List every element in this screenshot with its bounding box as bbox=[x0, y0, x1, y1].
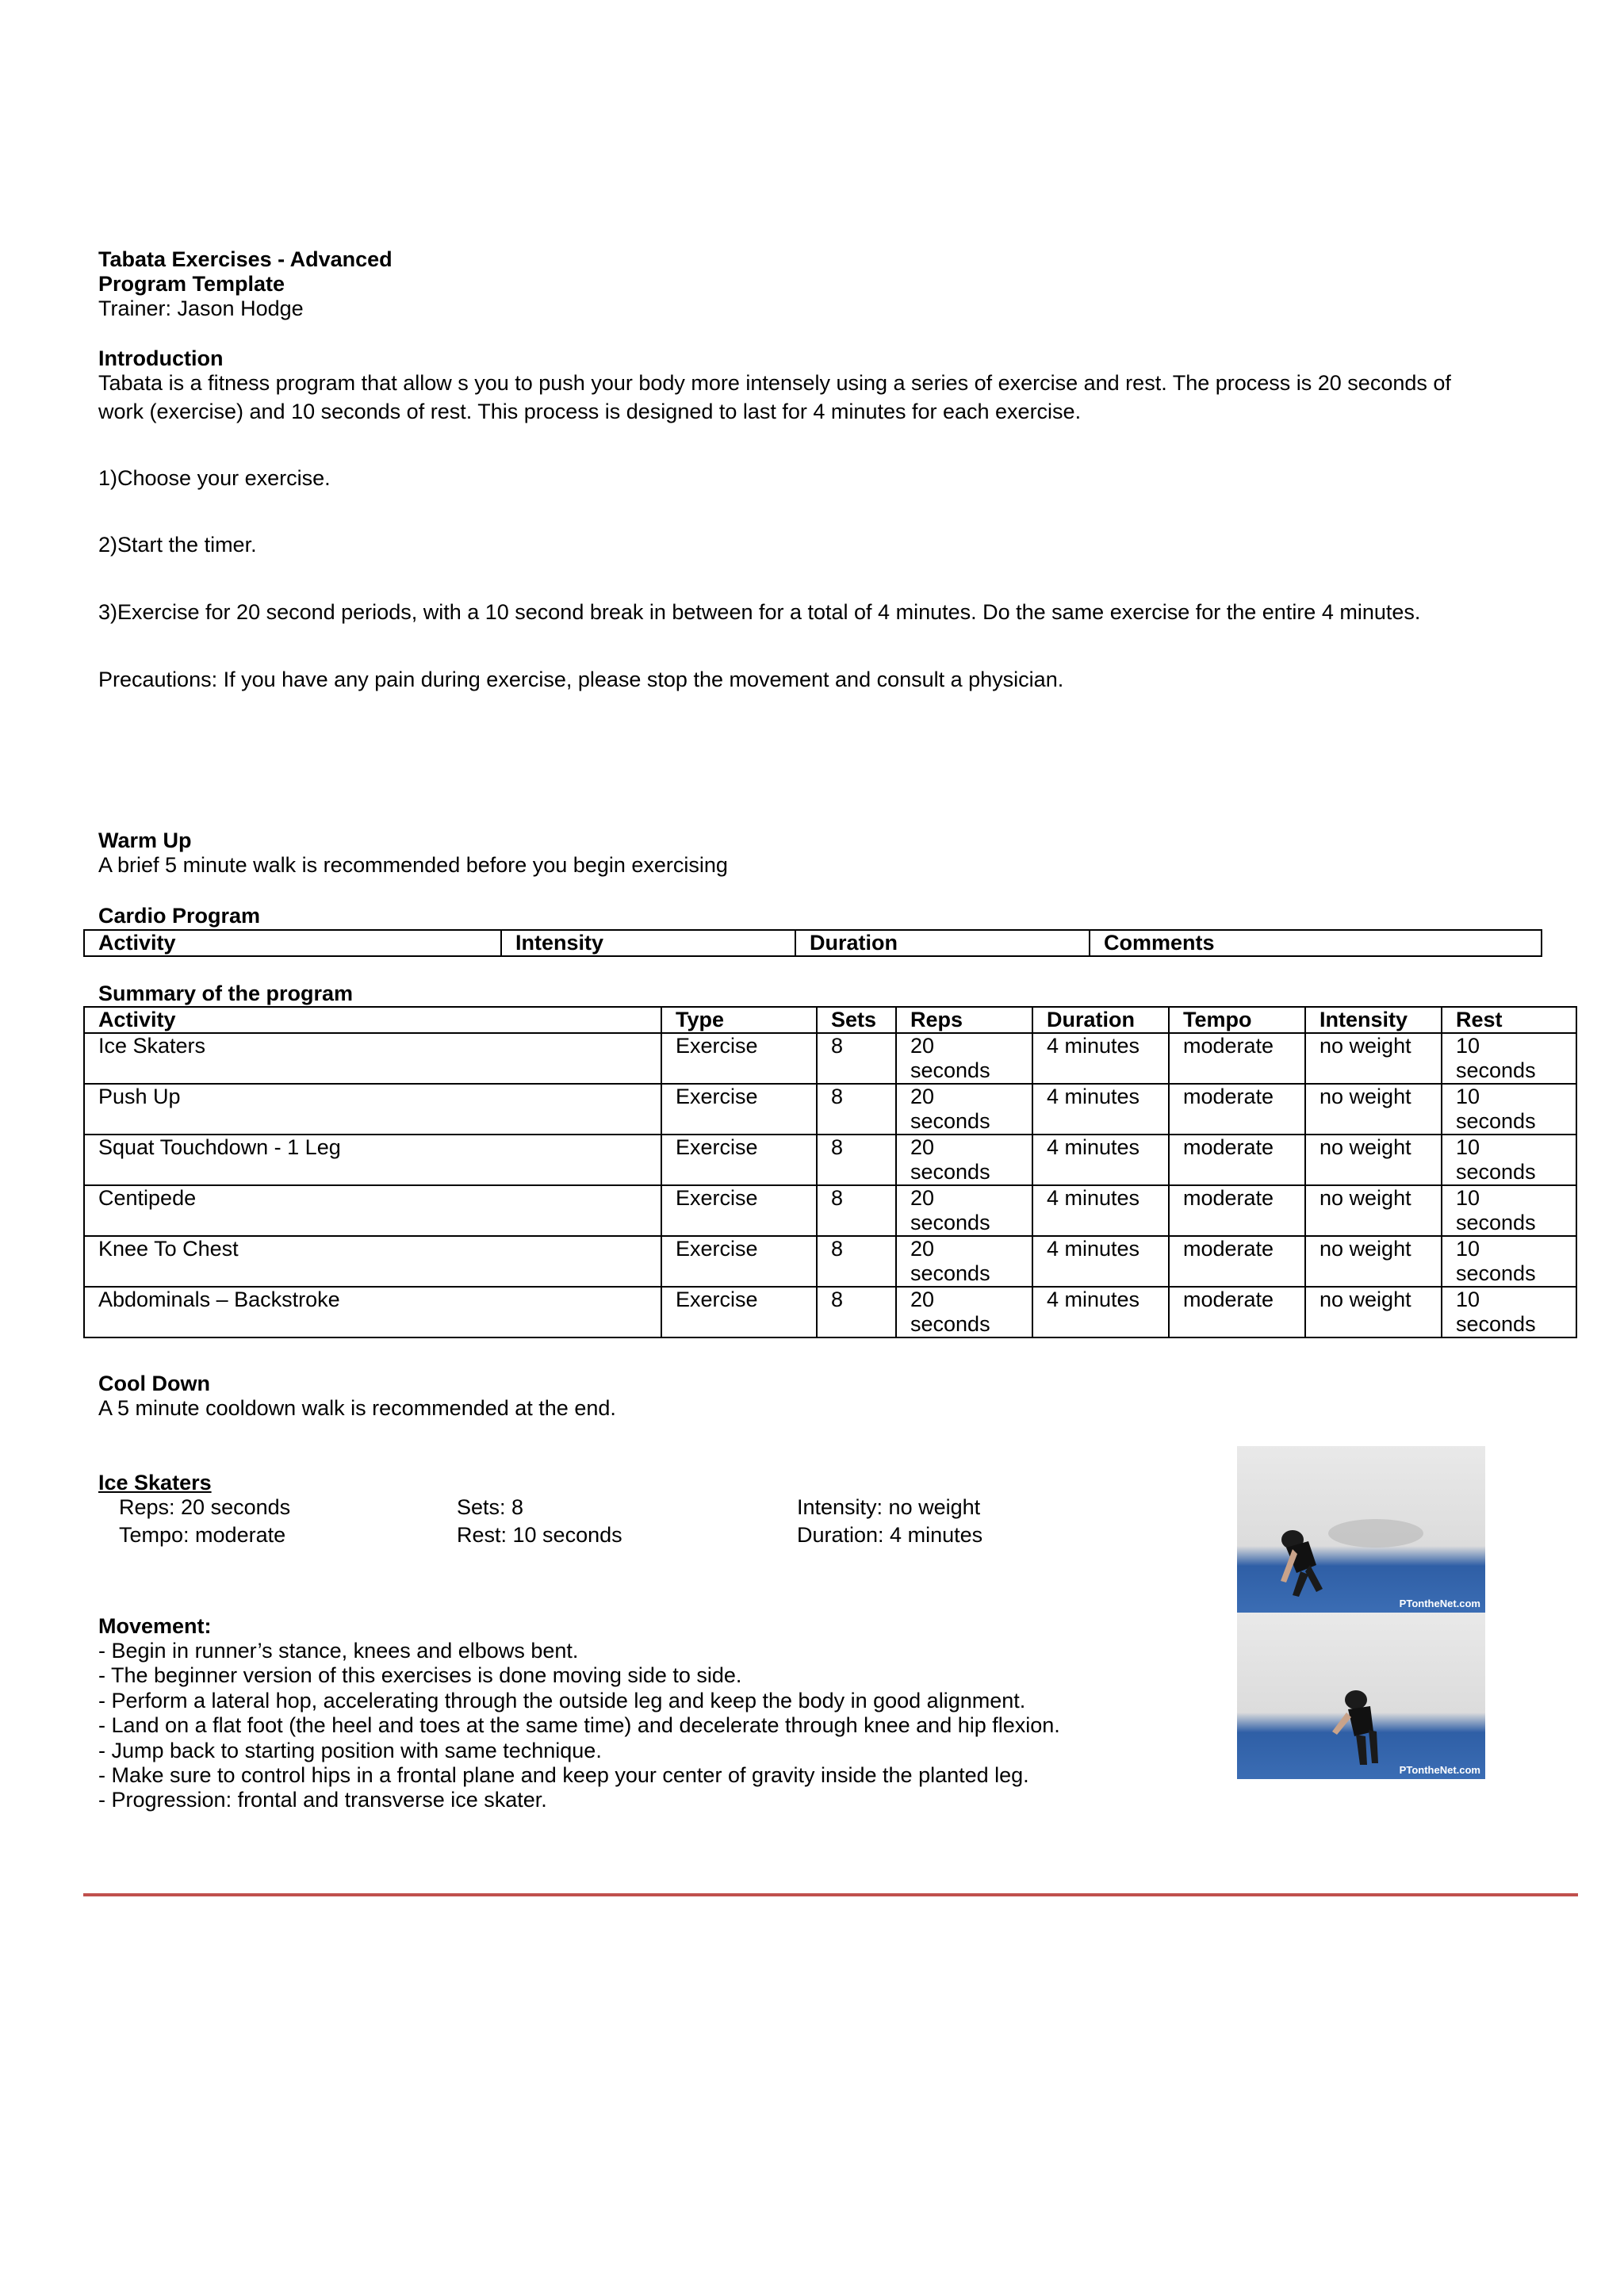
warmup-text: A brief 5 minute walk is recommended before you begin exercising bbox=[98, 853, 728, 877]
cell-activity: Ice Skaters bbox=[84, 1033, 661, 1084]
cell-reps: 20 seconds bbox=[896, 1084, 1032, 1135]
summary-col-sets: Sets bbox=[817, 1007, 896, 1033]
cell-rest: 10 seconds bbox=[1442, 1033, 1576, 1084]
cell-tempo: moderate bbox=[1169, 1185, 1305, 1236]
movement-heading: Movement: bbox=[98, 1614, 212, 1638]
cell-sets: 8 bbox=[817, 1236, 896, 1287]
cell-type: Exercise bbox=[661, 1185, 817, 1236]
table-row bbox=[84, 1287, 1576, 1337]
document-title: Tabata Exercises - Advanced bbox=[98, 247, 393, 271]
movement-step: - Begin in runner’s stance, knees and elbows bent. bbox=[98, 1639, 579, 1663]
cell-rest: 10 seconds bbox=[1442, 1287, 1576, 1337]
cell-reps: 20 seconds bbox=[896, 1185, 1032, 1236]
summary-col-type: Type bbox=[661, 1007, 817, 1033]
table-row bbox=[84, 1084, 1576, 1135]
cell-sets: 8 bbox=[817, 1033, 896, 1084]
cell-type: Exercise bbox=[661, 1033, 817, 1084]
cardio-col-comments: Comments bbox=[1090, 930, 1542, 956]
exercise-image-start bbox=[1237, 1446, 1485, 1613]
cardio-col-intensity: Intensity bbox=[501, 930, 795, 956]
footer-divider bbox=[83, 1893, 1578, 1896]
table-row bbox=[84, 1185, 1576, 1236]
cell-sets: 8 bbox=[817, 1084, 896, 1135]
exercise-rest: Rest: 10 seconds bbox=[457, 1523, 622, 1547]
summary-col-activity: Activity bbox=[84, 1007, 661, 1033]
exercise-sets: Sets: 8 bbox=[457, 1495, 524, 1519]
cardio-col-activity: Activity bbox=[84, 930, 501, 956]
table-row bbox=[84, 1033, 1576, 1084]
movement-step: - Perform a lateral hop, accelerating through the outside leg and keep the body in good alignment. bbox=[98, 1689, 1026, 1712]
exercise-heading: Ice Skaters bbox=[98, 1471, 212, 1494]
cooldown-text: A 5 minute cooldown walk is recommended at the end. bbox=[98, 1396, 616, 1420]
cell-intensity: no weight bbox=[1305, 1084, 1442, 1135]
summary-col-reps: Reps bbox=[896, 1007, 1032, 1033]
intro-heading: Introduction bbox=[98, 346, 224, 370]
warmup-heading: Warm Up bbox=[98, 828, 192, 852]
movement-step: - Land on a flat foot (the heel and toes at the same time) and decelerate through knee and hip flexion. bbox=[98, 1713, 1060, 1737]
cell-duration: 4 minutes bbox=[1032, 1135, 1169, 1185]
cardio-table bbox=[83, 929, 1542, 957]
cell-type: Exercise bbox=[661, 1135, 817, 1185]
cardio-col-duration: Duration bbox=[795, 930, 1090, 956]
image-watermark-2: PTontheNet.com bbox=[1399, 1764, 1480, 1776]
cell-rest: 10 seconds bbox=[1442, 1135, 1576, 1185]
cell-type: Exercise bbox=[661, 1236, 817, 1287]
cell-duration: 4 minutes bbox=[1032, 1033, 1169, 1084]
cell-sets: 8 bbox=[817, 1185, 896, 1236]
cell-duration: 4 minutes bbox=[1032, 1236, 1169, 1287]
exercise-duration: Duration: 4 minutes bbox=[797, 1523, 983, 1547]
cell-sets: 8 bbox=[817, 1135, 896, 1185]
exercise-reps: Reps: 20 seconds bbox=[119, 1495, 291, 1519]
cell-reps: 20 seconds bbox=[896, 1033, 1032, 1084]
exercise-image-landing bbox=[1237, 1613, 1485, 1779]
cell-rest: 10 seconds bbox=[1442, 1236, 1576, 1287]
cell-activity: Push Up bbox=[84, 1084, 661, 1135]
cell-activity: Squat Touchdown - 1 Leg bbox=[84, 1135, 661, 1185]
trainer-name: Trainer: Jason Hodge bbox=[98, 297, 304, 320]
exercise-tempo: Tempo: moderate bbox=[119, 1523, 286, 1547]
cell-type: Exercise bbox=[661, 1084, 817, 1135]
exercise-intensity: Intensity: no weight bbox=[797, 1495, 981, 1519]
intro-step-3: 3)Exercise for 20 second periods, with a 10 second break in between for a total of 4 minutes. Do the same exercise for the entire 4 minutes. bbox=[98, 600, 1421, 624]
cardio-heading: Cardio Program bbox=[98, 904, 261, 928]
cell-activity: Knee To Chest bbox=[84, 1236, 661, 1287]
document-subtitle: Program Template bbox=[98, 272, 285, 296]
intro-step-1: 1)Choose your exercise. bbox=[98, 466, 331, 490]
summary-col-tempo: Tempo bbox=[1169, 1007, 1305, 1033]
cooldown-heading: Cool Down bbox=[98, 1372, 210, 1395]
cell-tempo: moderate bbox=[1169, 1135, 1305, 1185]
summary-col-rest: Rest bbox=[1442, 1007, 1576, 1033]
intro-text-line-1: Tabata is a fitness program that allow s you to push your body more intensely using a series of exercise and rest. The process is 20 seconds of bbox=[98, 371, 1451, 395]
cell-tempo: moderate bbox=[1169, 1084, 1305, 1135]
cell-intensity: no weight bbox=[1305, 1287, 1442, 1337]
cell-tempo: moderate bbox=[1169, 1236, 1305, 1287]
cell-duration: 4 minutes bbox=[1032, 1287, 1169, 1337]
cardio-header-row bbox=[84, 930, 1542, 956]
summary-heading: Summary of the program bbox=[98, 982, 354, 1005]
cell-intensity: no weight bbox=[1305, 1033, 1442, 1084]
table-row bbox=[84, 1236, 1576, 1287]
cell-tempo: moderate bbox=[1169, 1033, 1305, 1084]
intro-text-line-2: work (exercise) and 10 seconds of rest. This process is designed to last for 4 minutes for each exercise. bbox=[98, 400, 1082, 423]
cell-intensity: no weight bbox=[1305, 1135, 1442, 1185]
precautions-text: Precautions: If you have any pain during exercise, please stop the movement and consult a physician. bbox=[98, 668, 1064, 691]
athlete-figure-2 bbox=[1237, 1613, 1485, 1779]
athlete-figure-1 bbox=[1237, 1446, 1485, 1613]
movement-step: - The beginner version of this exercises is done moving side to side. bbox=[98, 1663, 742, 1687]
movement-step: - Make sure to control hips in a frontal plane and keep your center of gravity inside the planted leg. bbox=[98, 1763, 1029, 1787]
movement-step: - Progression: frontal and transverse ice skater. bbox=[98, 1788, 547, 1812]
cell-duration: 4 minutes bbox=[1032, 1185, 1169, 1236]
summary-header-row bbox=[84, 1007, 1576, 1033]
table-row bbox=[84, 1135, 1576, 1185]
cell-activity: Abdominals – Backstroke bbox=[84, 1287, 661, 1337]
movement-step: - Jump back to starting position with same technique. bbox=[98, 1739, 602, 1762]
summary-col-intensity: Intensity bbox=[1305, 1007, 1442, 1033]
cell-tempo: moderate bbox=[1169, 1287, 1305, 1337]
image-watermark-1: PTontheNet.com bbox=[1399, 1598, 1480, 1609]
summary-col-duration: Duration bbox=[1032, 1007, 1169, 1033]
cell-sets: 8 bbox=[817, 1287, 896, 1337]
intro-step-2: 2)Start the timer. bbox=[98, 533, 257, 557]
cell-activity: Centipede bbox=[84, 1185, 661, 1236]
cell-type: Exercise bbox=[661, 1287, 817, 1337]
cell-rest: 10 seconds bbox=[1442, 1185, 1576, 1236]
summary-table bbox=[83, 1006, 1577, 1338]
cell-duration: 4 minutes bbox=[1032, 1084, 1169, 1135]
cell-reps: 20 seconds bbox=[896, 1236, 1032, 1287]
cell-reps: 20 seconds bbox=[896, 1287, 1032, 1337]
cell-intensity: no weight bbox=[1305, 1185, 1442, 1236]
cell-intensity: no weight bbox=[1305, 1236, 1442, 1287]
cell-rest: 10 seconds bbox=[1442, 1084, 1576, 1135]
cell-reps: 20 seconds bbox=[896, 1135, 1032, 1185]
